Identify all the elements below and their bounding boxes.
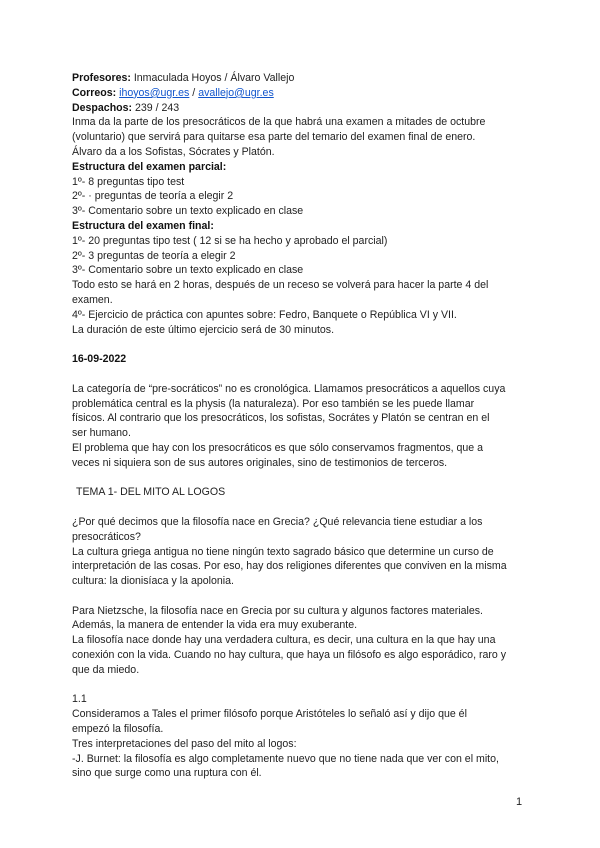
- tema-answer-line: interpretación de las cosas. Por eso, hay dos religiones diferentes que conviven en la misma: [72, 560, 507, 573]
- profesores-label: Profesores:: [72, 72, 131, 84]
- despachos-value: 239 / 243: [132, 101, 180, 114]
- presocraticos-line: La categoría de “pre-socráticos” no es cronológica. Llamamos presocráticos a aquellos cuya: [72, 382, 506, 395]
- final-item: 4º- Ejercicio de práctica con apuntes sobre: Fedro, Banquete o República VI y VII.: [72, 308, 457, 321]
- final-duration: La duración de este último ejercicio será de 30 minutos.: [72, 323, 335, 336]
- presocraticos-line: físicos. Al contrario que los presocráticos, los sofistas, Socrátes y Platón se centran en el: [72, 412, 490, 425]
- presocraticos-line: veces ni siquiera son de sus autores originales, sino de testimonios de terceros.: [72, 456, 448, 469]
- tema-title: TEMA 1- DEL MITO AL LOGOS: [76, 486, 226, 499]
- tema-question-line: ¿Por qué decimos que la filosofía nace en Grecia? ¿Qué relevancia tiene estudiar a los: [72, 515, 483, 528]
- parcial-item: 2º- · preguntas de teoría a elegir 2: [72, 190, 234, 203]
- email-separator: /: [189, 86, 199, 99]
- parcial-item: 3º- Comentario sobre un texto explicado en clase: [72, 205, 304, 218]
- section-number: 1.1: [72, 693, 87, 706]
- section-line: Consideramos a Tales el primer filósofo porque Aristóteles lo señaló así y dijo que él: [72, 708, 467, 721]
- final-note-line: examen.: [72, 293, 113, 306]
- final-title: Estructura del examen final:: [72, 219, 214, 232]
- nietzsche-line: conexión con la vida. Cuando no hay cultura, que haya un filósofo es algo esporádico, raro y: [72, 649, 507, 662]
- presocraticos-line: El problema que hay con los presocráticos es que sólo conservamos fragmentos, que a: [72, 441, 484, 454]
- email-link-ihoyos[interactable]: ihoyos@ugr.es: [119, 86, 190, 99]
- final-item: 2º- 3 preguntas de teoría a elegir 2: [72, 249, 236, 262]
- despachos-line: [72, 101, 532, 116]
- page-number: 1: [516, 796, 523, 808]
- tema-question-line: presocráticos?: [72, 530, 141, 543]
- profesores-line: [72, 71, 532, 86]
- nietzsche-line: Para Nietzsche, la filosofía nace en Grecia por su cultura y algunos factores materiales.: [72, 604, 484, 617]
- intro-line: Álvaro da a los Sofistas, Sócrates y Platón.: [72, 145, 275, 158]
- correos-label: Correos:: [72, 86, 117, 99]
- final-item: 1º- 20 preguntas tipo test ( 12 si se ha hecho y aprobado el parcial): [72, 234, 388, 247]
- nietzsche-line: que da miedo.: [72, 663, 140, 676]
- despachos-label: Despachos:: [72, 101, 133, 114]
- presocraticos-line: ser humano.: [72, 427, 131, 440]
- correos-line: [72, 86, 532, 101]
- profesores-value: Inmaculada Hoyos / Álvaro Vallejo: [130, 72, 295, 84]
- presocraticos-line: problemática central es la physis (la naturaleza). Por eso también se les puede llamar: [72, 397, 475, 410]
- date-heading: 16-09-2022: [72, 353, 127, 366]
- nietzsche-line: Además, la manera de entender la vida era muy exuberante.: [72, 619, 358, 632]
- final-note-line: Todo esto se hará en 2 horas, después de un receso se volverá para hacer la parte 4 del: [72, 279, 489, 292]
- intro-line: (voluntario) que servirá para quitarse esa parte del temario del examen final de enero.: [72, 131, 476, 144]
- intro-line: Inma da la parte de los presocráticos de la que habrá una examen a mitades de octubre: [72, 116, 486, 129]
- section-line: -J. Burnet: la filosofía es algo completamente nuevo que no tiene nada que ver con el mito,: [72, 752, 499, 765]
- tema-answer-line: La cultura griega antigua no tiene ningún texto sagrado básico que determine un curso de: [72, 545, 494, 558]
- tema-answer-line: cultura: la dionisíaca y la apolonia.: [72, 575, 234, 588]
- parcial-item: 1º- 8 preguntas tipo test: [72, 175, 185, 188]
- final-item: 3º- Comentario sobre un texto explicado en clase: [72, 264, 304, 277]
- document-body: [72, 71, 532, 781]
- email-link-avallejo[interactable]: avallejo@ugr.es: [198, 86, 274, 99]
- nietzsche-line: La filosofía nace donde hay una verdadera cultura, es decir, una cultura en la que hay una: [72, 634, 496, 647]
- section-line: Tres interpretaciones del paso del mito al logos:: [72, 737, 297, 750]
- section-line: empezó la filosofía.: [72, 723, 164, 736]
- section-line: sino que surge como una ruptura con él.: [72, 767, 262, 780]
- parcial-title: Estructura del examen parcial:: [72, 160, 227, 173]
